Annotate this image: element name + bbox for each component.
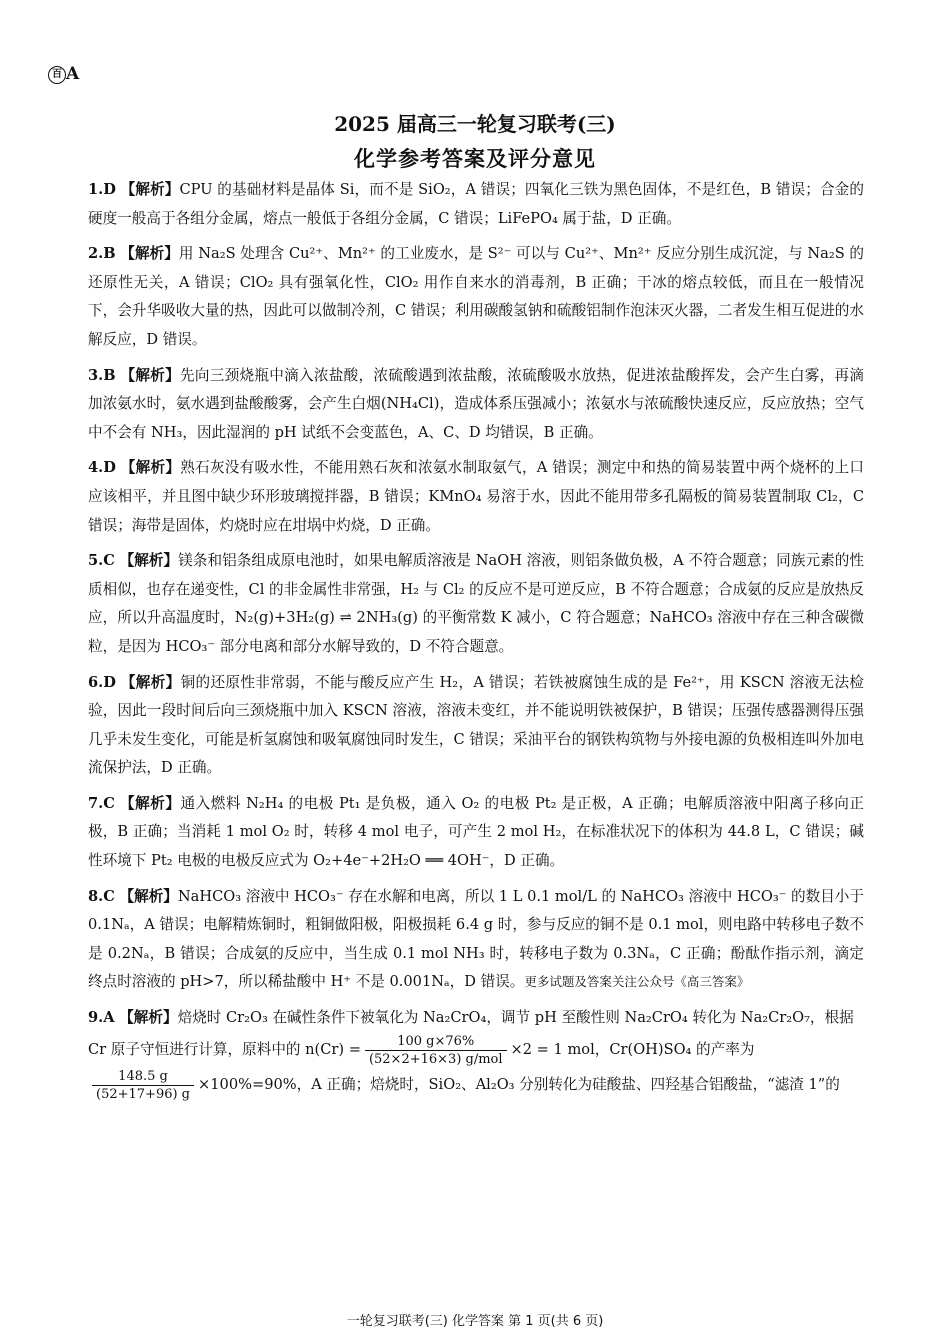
answer-item-5 xyxy=(88,547,864,661)
answer-text: 用 Na₂S 处理含 Cu²⁺、Mn²⁺ 的工业废水，是 S²⁻ 可以与 Cu²⁺、Mn²⁺ 反应分别生成沉淀，与 Na₂S 的还原性无关，A 错误；ClO₂ 具有强氧化性，ClO₂ 用作自来水的消毒剂，B 正确；干冰的熔点较低，而且在一般情况下，会升华吸收大量的热，因此可以做制冷剂，C 错误；利用碳酸氢钠和硫酸铝制作泡沫灭火器，二者发生相互促进的水解反应，D 错误。 xyxy=(88,245,864,348)
page-footer: 一轮复习联考(三) 化学答案 第 1 页(共 6 页) xyxy=(346,1314,604,1329)
answer-text: 通入燃料 N₂H₄ 的电极 Pt₁ 是负极，通入 O₂ 的电极 Pt₂ 是正极，A 正确；电解质溶液中阳离子移向正极，B 正确；当消耗 1 mol O₂ 时，转移 4 mol 电子，可产生 2 mol H₂，在标准状况下的体积为 44.8 L，C 错误；碱性环境下 Pt₂ 电极的电极反应式为 O₂+4e⁻+2H₂O ══ 4OH⁻，D 正确。 xyxy=(88,794,865,870)
corner-circle-mark: 百 xyxy=(48,66,66,84)
analysis-tag: 【解析】 xyxy=(120,794,181,812)
fraction-yield xyxy=(92,1068,194,1103)
answer-number: 3.B xyxy=(88,366,116,384)
answer-item-4 xyxy=(88,454,864,540)
answer-number: 7.C xyxy=(88,794,115,812)
answer-text: 铜的还原性非常弱，不能与酸反应产生 H₂，A 错误；若铁被腐蚀生成的是 Fe²⁺，用 KSCN 溶液无法检验，因此一段时间后向三颈烧瓶中加入 KSCN 溶液，溶液未变红，并不能说明铁被保护，B 错误；压强传感器测得压强几乎未发生变化，可能是析氢腐蚀和吸氧腐蚀同时发生，C 错误；采油平台的钢铁构筑物与外接电源的负极相连叫外加电流保护法，D 正确。 xyxy=(88,673,864,777)
formula-line-2 xyxy=(88,1068,864,1103)
answer-item-6 xyxy=(88,669,864,783)
answer-item-3 xyxy=(88,362,864,448)
answer-number: 2.B xyxy=(88,245,116,263)
answer-text: NaHCO₃ 溶液中 HCO₃⁻ 存在水解和电离，所以 1 L 0.1 mol/L 的 NaHCO₃ 溶液中 HCO₃⁻ 的数目小于 0.1Nₐ，A 错误；电解精炼铜时，粗铜做阳极，阳极损耗 6.4 g 时，参与反应的铜不是 0.1 mol，则电路中转移电子数不是 0.2Nₐ，B 错误；合成氨的反应中，当生成 0.1 mol NH₃ 时，转移电子数为 0.3Nₐ，C 正确；酚酞作指示剂，滴定终点时溶液的 pH>7，所以稀盐酸中 H⁺ 不是 0.001Nₐ，D 错误。 xyxy=(88,887,864,991)
answer-text: 镁条和铝条组成原电池时，如果电解质溶液是 NaOH 溶液，则铝条做负极，A 不符合题意；同族元素的性质相似，也存在递变性，Cl 的非金属性非常强，H₂ 与 Cl₂ 的反应不是可逆反应，B 不符合题意；合成氨的反应是放热反应，所以升高温度时，N₂(g)+3H₂(g) ⇌ 2NH₃(g) 的平衡常数 K 减小，C 符合题意；NaHCO₃ 溶液中存在三种含碳微粒，是因为 HCO₃⁻ 部分电离和部分水解导致的，D 不符合题意。 xyxy=(88,552,865,655)
analysis-tag: 【解析】 xyxy=(119,552,179,570)
corner-letter: A xyxy=(66,64,80,84)
answer-text: 熟石灰没有吸水性，不能用熟石灰和浓氨水制取氨气，A 错误；测定中和热的简易装置中两个烧杯的上口应该相平，并且图中缺少环形玻璃搅拌器，B 错误；KMnO₄ 易溶于水，因此不能用带多孔隔板的简易装置制取 Cl₂，C 错误；海带是固体，灼烧时应在坩埚中灼烧，D 正确。 xyxy=(88,459,864,534)
analysis-tag: 【解析】 xyxy=(120,673,181,691)
answer-number: 6.D xyxy=(88,673,116,691)
fraction-numerator: 148.5 g xyxy=(118,1068,168,1084)
answer-item-9 xyxy=(88,1004,864,1103)
analysis-tag: 【解析】 xyxy=(120,366,181,384)
page-subtitle: 化学参考答案及评分意见 xyxy=(354,146,596,171)
fraction-denominator: (52+17+96) g xyxy=(92,1085,194,1103)
answer-text: CPU 的基础材料是晶体 Si，而不是 SiO₂，A 错误；四氧化三铁为黑色固体，不是红色，B 错误；合金的硬度一般高于各组分金属，熔点一般低于各组分金属，C 错误；LiFePO₄ 属于盐，D 正确。 xyxy=(88,181,864,227)
analysis-tag: 【解析】 xyxy=(119,1009,178,1027)
formula-text: ×100%=90%，A 正确；焙烧时，SiO₂、Al₂O₃ 分别转化为硅酸盐、四羟基合铝酸盐，“滤渣 1”的 xyxy=(198,1075,840,1093)
answer-item-1 xyxy=(88,176,864,233)
answer-item-7 xyxy=(88,790,864,876)
formula-text: Cr 原子守恒进行计算，原料中的 n(Cr) = xyxy=(88,1040,361,1058)
answer-item-8 xyxy=(88,883,864,997)
answer-number: 8.C xyxy=(88,887,115,905)
answer-list xyxy=(88,176,864,1110)
answer-number: 5.C xyxy=(88,552,115,570)
analysis-tag: 【解析】 xyxy=(119,887,178,905)
answer-text: 焙烧时 Cr₂O₃ 在碱性条件下被氧化为 Na₂CrO₄，调节 pH 至酸性则 Na₂CrO₄ 转化为 Na₂Cr₂O₇，根据 xyxy=(177,1009,854,1027)
fraction-numerator: 100 g×76% xyxy=(397,1033,475,1049)
fraction-denominator: (52×2+16×3) g/mol xyxy=(365,1050,507,1068)
analysis-tag: 【解析】 xyxy=(120,459,181,477)
corner-mark xyxy=(48,64,79,84)
answer-text: 先向三颈烧瓶中滴入浓盐酸，浓硫酸遇到浓盐酸，浓硫酸吸水放热，促进浓盐酸挥发，会产生白雾，再滴加浓氨水时，氨水遇到盐酸酸雾，会产生白烟(NH₄Cl)，造成体系压强减小；浓氨水与浓硫酸快速反应，反应放热；空气中不会有 NH₃，因此湿润的 pH 试纸不会变蓝色，A、C、D 均错误，B 正确。 xyxy=(88,366,864,441)
analysis-tag: 【解析】 xyxy=(120,245,179,263)
promo-note: 更多试题及答案关注公众号《高三答案》 xyxy=(524,974,750,990)
answer-item-2 xyxy=(88,240,864,354)
fraction-cr-moles xyxy=(365,1033,507,1068)
analysis-tag: 【解析】 xyxy=(120,181,180,198)
formula-line-1 xyxy=(88,1033,864,1068)
formula-text: ×2 = 1 mol，Cr(OH)SO₄ 的产率为 xyxy=(510,1040,755,1058)
answer-number: 9.A xyxy=(88,1009,115,1027)
answer-number: 1.D xyxy=(88,181,116,198)
answer-number: 4.D xyxy=(88,459,116,477)
page-title: 2025 届高三一轮复习联考(三) xyxy=(334,112,616,136)
